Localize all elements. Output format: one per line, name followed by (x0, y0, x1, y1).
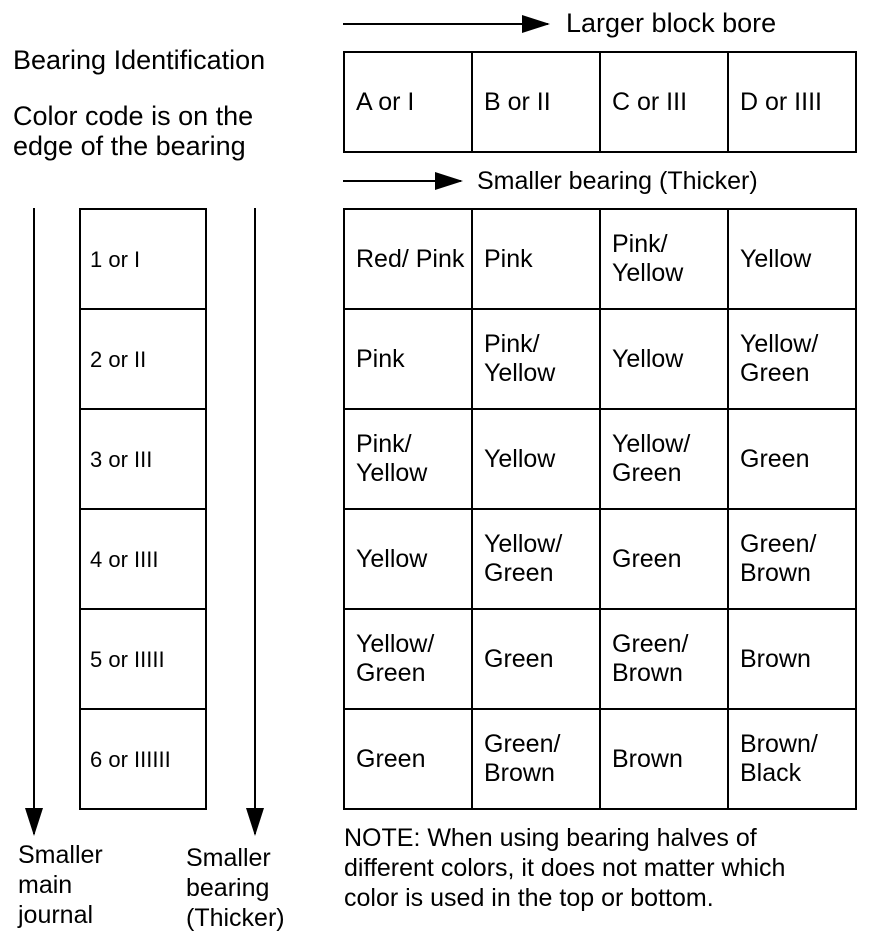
block-bore-label: Larger block bore (566, 8, 777, 38)
bearing-arrow-left (254, 208, 256, 834)
subtitle-line-1: Color code is on the (13, 101, 254, 131)
bearing-arrow-top (343, 180, 461, 182)
color-cell: Green (728, 409, 856, 509)
color-cell: Yellow/ Green (472, 509, 600, 609)
color-cell: Yellow (344, 509, 472, 609)
color-cell: Yellow/ Green (344, 609, 472, 709)
journal-code-table (79, 208, 207, 810)
journal-code-cell: 4 or IIII (80, 509, 206, 609)
color-cell: Green/ Brown (600, 609, 728, 709)
color-cell: Green (344, 709, 472, 809)
color-cell: Yellow/ Green (600, 409, 728, 509)
block-code-cell: A or I (344, 52, 472, 152)
journal-code-cell: 2 or II (80, 309, 206, 409)
journal-code-cell: 5 or IIIII (80, 609, 206, 709)
color-cell: Green (600, 509, 728, 609)
block-code-cell: D or IIII (728, 52, 856, 152)
block-code-cell: B or II (472, 52, 600, 152)
color-cell: Pink/ Yellow (472, 309, 600, 409)
journal-code-cell: 1 or I (80, 209, 206, 309)
block-code-cell: C or III (600, 52, 728, 152)
block-code-table (343, 51, 857, 153)
color-cell: Yellow/ Green (728, 309, 856, 409)
color-cell: Brown (600, 709, 728, 809)
block-bore-arrow (343, 23, 548, 25)
subtitle-line-2: edge of the bearing (13, 131, 246, 161)
color-cell: Yellow (728, 209, 856, 309)
bearing-color-table (343, 208, 857, 810)
color-cell: Brown (728, 609, 856, 709)
journal-bottom-label: Smaller main journal (18, 841, 103, 929)
journal-code-cell: 3 or III (80, 409, 206, 509)
color-cell: Red/ Pink (344, 209, 472, 309)
color-cell: Yellow (472, 409, 600, 509)
page-title: Bearing Identification (13, 45, 266, 75)
color-cell: Brown/ Black (728, 709, 856, 809)
color-cell: Pink/ Yellow (600, 209, 728, 309)
journal-code-cell: 6 or IIIIII (80, 709, 206, 809)
color-cell: Green/ Brown (728, 509, 856, 609)
journal-arrow (33, 208, 35, 834)
color-cell: Yellow (600, 309, 728, 409)
bearing-label-top: Smaller bearing (Thicker) (477, 167, 758, 195)
color-cell: Green/ Brown (472, 709, 600, 809)
bearing-bottom-label: Smaller bearing (Thicker) (186, 844, 285, 932)
color-cell: Pink (344, 309, 472, 409)
note-text: NOTE: When using bearing halves of different colors, it does not matter which color is used in the top or bottom. (344, 824, 786, 912)
color-cell: Pink/ Yellow (344, 409, 472, 509)
color-cell: Green (472, 609, 600, 709)
color-cell: Pink (472, 209, 600, 309)
